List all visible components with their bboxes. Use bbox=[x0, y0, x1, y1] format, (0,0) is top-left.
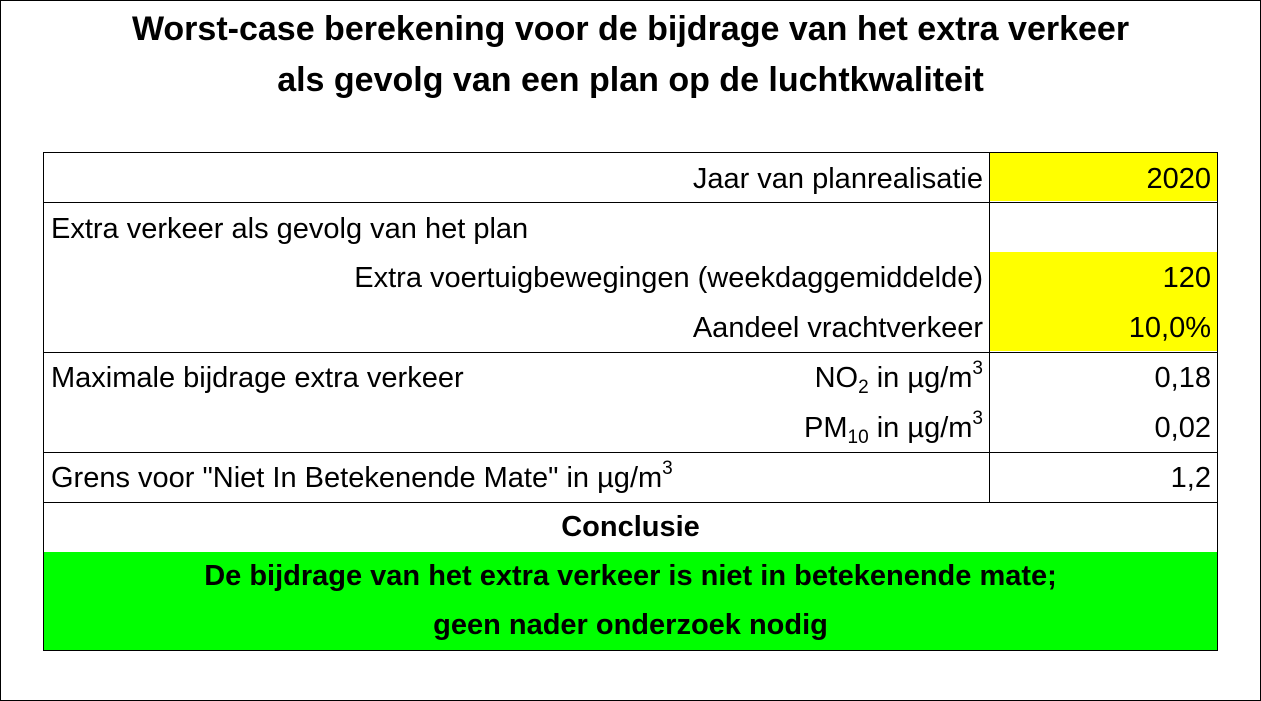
conclusion-result bbox=[44, 552, 1217, 650]
extra-verkeer-heading: Extra verkeer als gevolg van het plan bbox=[51, 213, 529, 245]
column-divider bbox=[989, 152, 990, 503]
no2-text: NO bbox=[814, 362, 859, 394]
no2-label bbox=[600, 354, 989, 402]
row-divider bbox=[43, 202, 1218, 203]
bijdrage-label: Maximale bijdrage extra verkeer bbox=[51, 362, 464, 394]
row-divider bbox=[43, 502, 1218, 503]
no2-unit: in µg/m bbox=[868, 362, 973, 394]
table-border-bottom bbox=[43, 650, 1218, 651]
no2-value-cell[interactable]: 0,18 bbox=[1154, 362, 1211, 394]
pm10-text: PM bbox=[804, 412, 848, 444]
pm10-subscript: 10 bbox=[847, 427, 869, 448]
pm10-value-cell[interactable]: 0,02 bbox=[1154, 412, 1211, 444]
no2-subscript: 2 bbox=[858, 377, 869, 398]
pm10-superscript: 3 bbox=[972, 408, 983, 429]
no2-superscript: 3 bbox=[972, 358, 983, 379]
sheet-title bbox=[0, 4, 1261, 106]
conclusion-line-1: De bijdrage van het extra verkeer is niet in betekenende mate; bbox=[204, 560, 1057, 592]
table-border-right bbox=[1217, 152, 1218, 651]
title-line-1: Worst-case berekening voor de bijdrage van het extra verkeer bbox=[131, 10, 1130, 48]
row-divider bbox=[43, 452, 1218, 453]
row-divider bbox=[43, 352, 1218, 353]
conclusion-heading: Conclusie bbox=[561, 511, 700, 543]
grens-label bbox=[44, 454, 989, 502]
voertuig-value-cell[interactable]: 120 bbox=[990, 252, 1217, 302]
pm10-label bbox=[600, 404, 989, 452]
grens-superscript: 3 bbox=[662, 458, 673, 479]
pm10-unit: in µg/m bbox=[868, 412, 973, 444]
grens-value-cell[interactable]: 1,2 bbox=[1170, 462, 1211, 494]
jaar-value-cell[interactable]: 2020 bbox=[990, 153, 1217, 201]
table-border-left bbox=[43, 152, 44, 651]
jaar-label: Jaar van planrealisatie bbox=[692, 163, 983, 195]
table-border-top bbox=[43, 152, 1218, 153]
voertuig-label: Extra voertuigbewegingen (weekdaggemiddelde) bbox=[354, 262, 983, 294]
conclusion-line-2: geen nader onderzoek nodig bbox=[433, 609, 828, 641]
vracht-label: Aandeel vrachtverkeer bbox=[692, 312, 983, 344]
vracht-value-cell[interactable]: 10,0% bbox=[990, 302, 1217, 351]
title-line-2: als gevolg van een plan op de luchtkwaliteit bbox=[277, 61, 984, 99]
grens-text: Grens voor "Niet In Betekenende Mate" in µg/m bbox=[51, 462, 663, 494]
